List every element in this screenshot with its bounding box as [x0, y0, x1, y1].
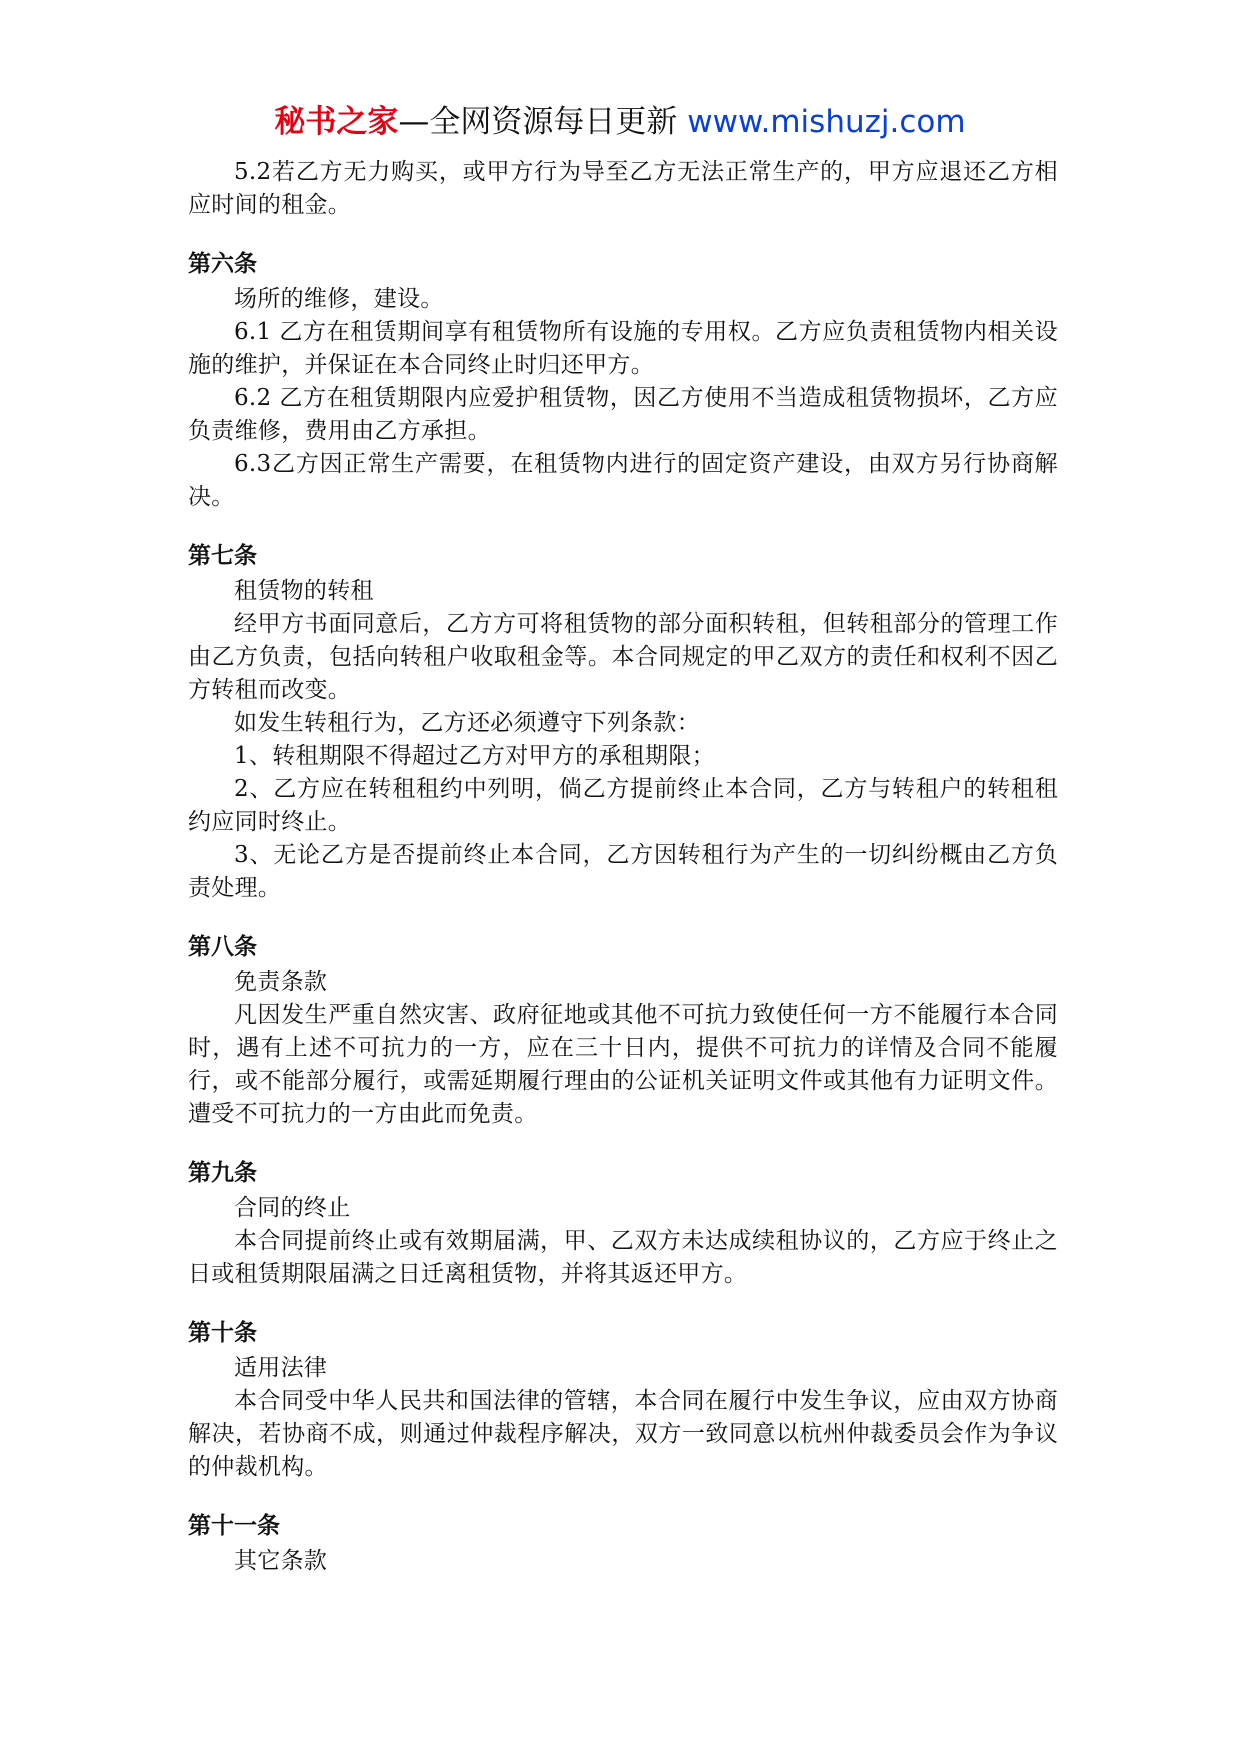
section-paragraph: 1、转租期限不得超过乙方对甲方的承租期限； — [234, 743, 715, 769]
section-paragraph: 租赁物的转租 — [234, 578, 374, 604]
section-paragraph: 3、无论乙方是否提前终止本合同，乙方因转租行为产生的一切纠纷概由乙方负责处理。 — [188, 842, 1058, 901]
banner-brand: 秘书之家 — [274, 104, 399, 140]
section-heading: 第七条 — [188, 543, 257, 569]
section-heading: 第九条 — [188, 1160, 257, 1186]
banner-slogan: —全网资源每日更新 — [398, 104, 678, 140]
section-paragraph: 凡因发生严重自然灾害、政府征地或其他不可抗力致使任何一方不能履行本合同时，遇有上述不可抗力的一方，应在三十日内，提供不可抗力的详情及合同不能履行，或不能部分履行，或需延期履行理由的公证机关证明文件或其他有力证明文件。遭受不可抗力的一方由此而免责。 — [188, 1002, 1058, 1127]
section-article-10 — [188, 1317, 1058, 1484]
section-paragraph: 本合同提前终止或有效期届满，甲、乙双方未达成续租协议的，乙方应于终止之日或租赁期限届满之日迁离租赁物，并将其返还甲方。 — [188, 1228, 1058, 1287]
section-paragraph: 适用法律 — [234, 1355, 328, 1381]
section-paragraph: 6.1 乙方在租赁期间享有租赁物所有设施的专用权。乙方应负责租赁物内相关设施的维护，并保证在本合同终止时归还甲方。 — [188, 319, 1058, 378]
site-banner — [0, 100, 1240, 144]
section-paragraph: 合同的终止 — [234, 1195, 351, 1221]
section-paragraph: 场所的维修，建设。 — [234, 286, 444, 312]
banner-url-link[interactable]: www.mishuzj.com — [687, 104, 966, 140]
section-paragraph: 6.3乙方因正常生产需要，在租赁物内进行的固定资产建设，由双方另行协商解决。 — [188, 451, 1058, 510]
section-article-8 — [188, 931, 1058, 1131]
section-paragraph: 2、乙方应在转租租约中列明，倘乙方提前终止本合同，乙方与转租户的转租租约应同时终止。 — [188, 776, 1058, 835]
section-article-7 — [188, 540, 1058, 905]
section-paragraph: 如发生转租行为，乙方还必须遵守下列条款： — [234, 710, 700, 736]
contract-body — [188, 156, 1058, 1578]
section-heading: 第六条 — [188, 251, 257, 277]
section-heading: 第八条 — [188, 934, 257, 960]
section-article-9 — [188, 1157, 1058, 1291]
section-paragraph: 本合同受中华人民共和国法律的管辖，本合同在履行中发生争议，应由双方协商解决，若协商不成，则通过仲裁程序解决，双方一致同意以杭州仲裁委员会作为争议的仲裁机构。 — [188, 1388, 1058, 1480]
section-paragraph: 经甲方书面同意后，乙方方可将租赁物的部分面积转租，但转租部分的管理工作由乙方负责，包括向转租户收取租金等。本合同规定的甲乙双方的责任和权利不因乙方转租而改变。 — [188, 611, 1058, 703]
section-paragraph: 免责条款 — [234, 969, 328, 995]
section-heading: 第十条 — [188, 1320, 257, 1346]
section-heading: 第十一条 — [188, 1513, 280, 1539]
section-paragraph: 6.2 乙方在租赁期限内应爱护租赁物，因乙方使用不当造成租赁物损坏，乙方应负责维修，费用由乙方承担。 — [188, 385, 1058, 444]
section-article-11 — [188, 1510, 1058, 1578]
section-paragraph: 其它条款 — [234, 1548, 328, 1574]
intro-paragraph: 5.2若乙方无力购买，或甲方行为导至乙方无法正常生产的，甲方应退还乙方相应时间的租金。 — [188, 159, 1058, 218]
section-article-6 — [188, 248, 1058, 514]
